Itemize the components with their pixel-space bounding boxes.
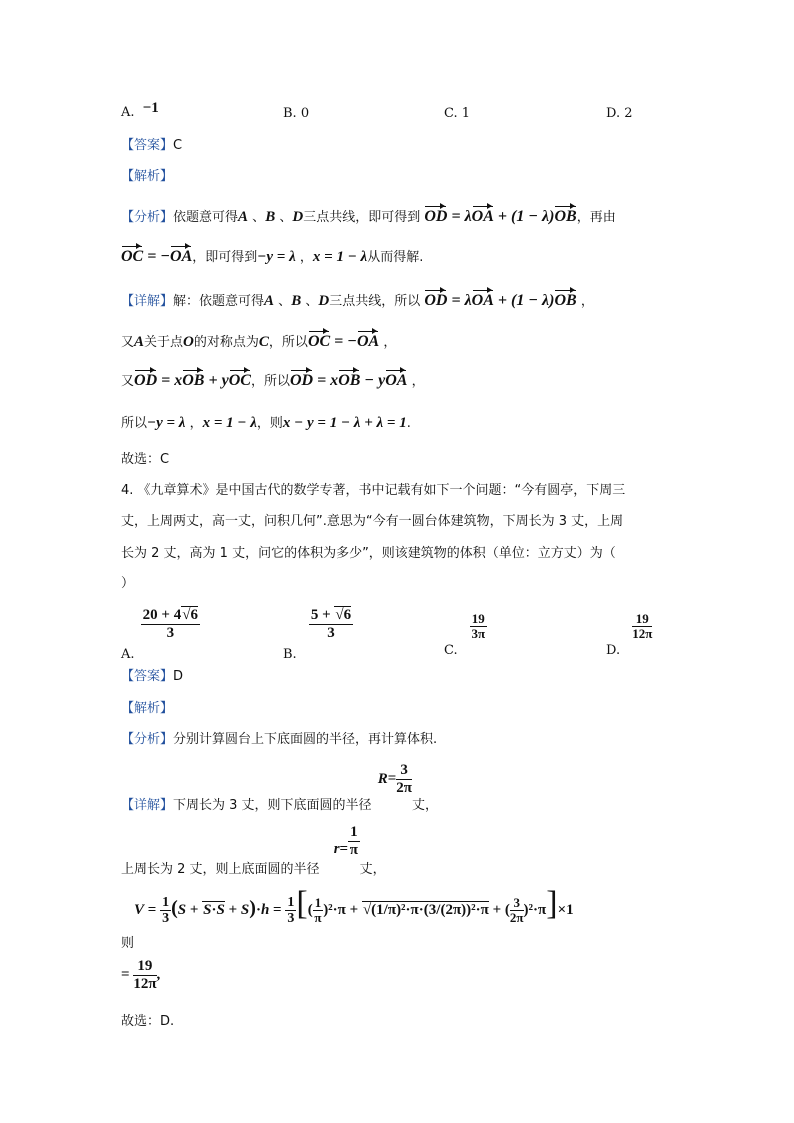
q4-option-c-label: C. [444,643,458,659]
detail-text: ，所以 [268,335,308,350]
detail-text: 又 [121,374,135,389]
q4-answer [121,665,183,684]
fenxi-text: 分别计算圆台上下底面圆的半径，再计算体积. [173,732,438,747]
q4-option-d-label: D. [606,643,621,659]
detail-text: ，则 [256,416,283,431]
q3-detail-line4: 所以−y = λ ，x = 1 − λ，则x − y = 1 − λ + λ = 1. [121,415,411,431]
detail-text: ，所以 [250,374,290,389]
option-c: C. 1 [444,106,471,121]
fenxi-text: ，即可得到 [192,250,258,265]
answer-value: C [173,138,183,153]
detail-text: 解：依题意可得 [173,294,265,309]
fenxi-text: 依题意可得 [173,210,239,225]
q4-fenxi [121,728,437,747]
q3-conclusion: 故选：C [121,452,170,467]
q4-stem-line2: 丈，上周两丈，高一丈，问积几何”.意思为“今有一圆台体建筑物，下周长为 3 丈，上周 [121,514,624,529]
q4-option-d: D. $\frac{19}{12\pi}$ [606,611,653,659]
answer-tag: 【答案】 [121,669,174,684]
detail-text: 下周长为 3 丈，则下底面圆的半径 [173,797,372,813]
q4-stem-line1: 4. 《九章算术》是中国古代的数学专著，书中记载有如下一个问题：“今有圆亭，下周三 [121,483,626,498]
q4-option-a: A. $\frac{20 + 4√6}{3}$ [121,607,198,662]
formula-od: OD = λOA + (1 − λ)OB [424,208,577,225]
detail-text: 又 [121,335,135,350]
q3-answer [121,134,182,153]
q3-fenxi-line2: OC = −OA，即可得到−y = λ ，x = 1 − λ从而得解. [121,248,424,265]
q4-option-a-label: A. [121,646,135,662]
q4-ze: 则 [121,936,135,951]
q4-option-b-label: B. [283,646,297,662]
fenxi-text: 三点共线，即可得到 [303,210,421,225]
volume-formula: V = $\frac{1}{3}$ (S + S·S + S)·h = $\frac{1}{3}$ [( $\frac{1}{\pi}$ )²·π + √(1/π)²·π·(3/(2π))²·π + ( $\frac{3}{2\pi}$ )²·π]×1 [134,885,574,926]
option-a-label: A. [121,105,135,120]
detail-text: 上周长为 2 丈，则上底面圆的半径 [121,861,320,877]
q4-option-c: C. $\frac{19}{3\pi}$ [444,611,486,659]
fenxi-text: 从而得解. [367,250,424,265]
q4-detail-line1: 【详解】下周长为 3 丈，则下底面圆的半径 R= $\frac{3}{2\pi}$ 丈， [121,762,439,813]
q3-detail-line3: 又OD = xOB + yOC，所以OD = xOB − yOA ， [121,372,425,389]
q3-detail-line1: 【详解】解：依题意可得A 、B 、D三点共线，所以 OD = λOA + (1 − λ)OB ， [121,292,594,309]
detail-tag: 【详解】 [121,294,174,309]
option-d: D. 2 [606,106,633,121]
detail-tag: 【详解】 [121,797,174,813]
option-b: B. 0 [283,106,310,121]
q3-fenxi-line1: 【分析】依题意可得A 、B 、D三点共线，即可得到 OD = λOA + (1 − λ)OB，再由 [121,208,616,225]
fenxi-text: ，再由 [576,210,616,225]
fenxi-tag: 【分析】 [121,732,174,747]
fenxi-tag: 【分析】 [121,210,174,225]
q3-detail-line2: 又A关于点O的对称点为C，所以OC = −OA ， [121,333,397,350]
q4-analysis-heading: 【解析】 [121,701,174,716]
q4-detail-line2: 上周长为 2 丈，则上底面圆的半径 r= $\frac{1}{\pi}$ 丈， [121,824,386,877]
unit-text: 丈， [359,861,386,877]
unit-text: 丈， [412,797,439,813]
q4-stem-line3: 长为 2 丈，高为 1 丈，问它的体积为多少”，则该建筑物的体积（单位：立方丈）为（ [121,546,616,561]
volume-result: = $\frac{19}{12\pi}$ , [121,958,161,992]
q4-option-b: B. $\frac{5 + √6}{3}$ [283,607,352,662]
detail-text: 三点共线，所以 [329,294,421,309]
detail-text: 的对称点为 [193,335,259,350]
detail-text: 关于点 [144,335,184,350]
detail-text: 所以 [121,416,148,431]
q4-stem-line4: ） [121,576,135,591]
q3-analysis-heading: 【解析】 [121,169,174,184]
q4-conclusion: 故选：D. [121,1014,175,1029]
option-a [121,100,159,121]
option-a-value: −1 [142,100,159,116]
answer-value: D [173,669,184,684]
answer-tag: 【答案】 [121,138,174,153]
